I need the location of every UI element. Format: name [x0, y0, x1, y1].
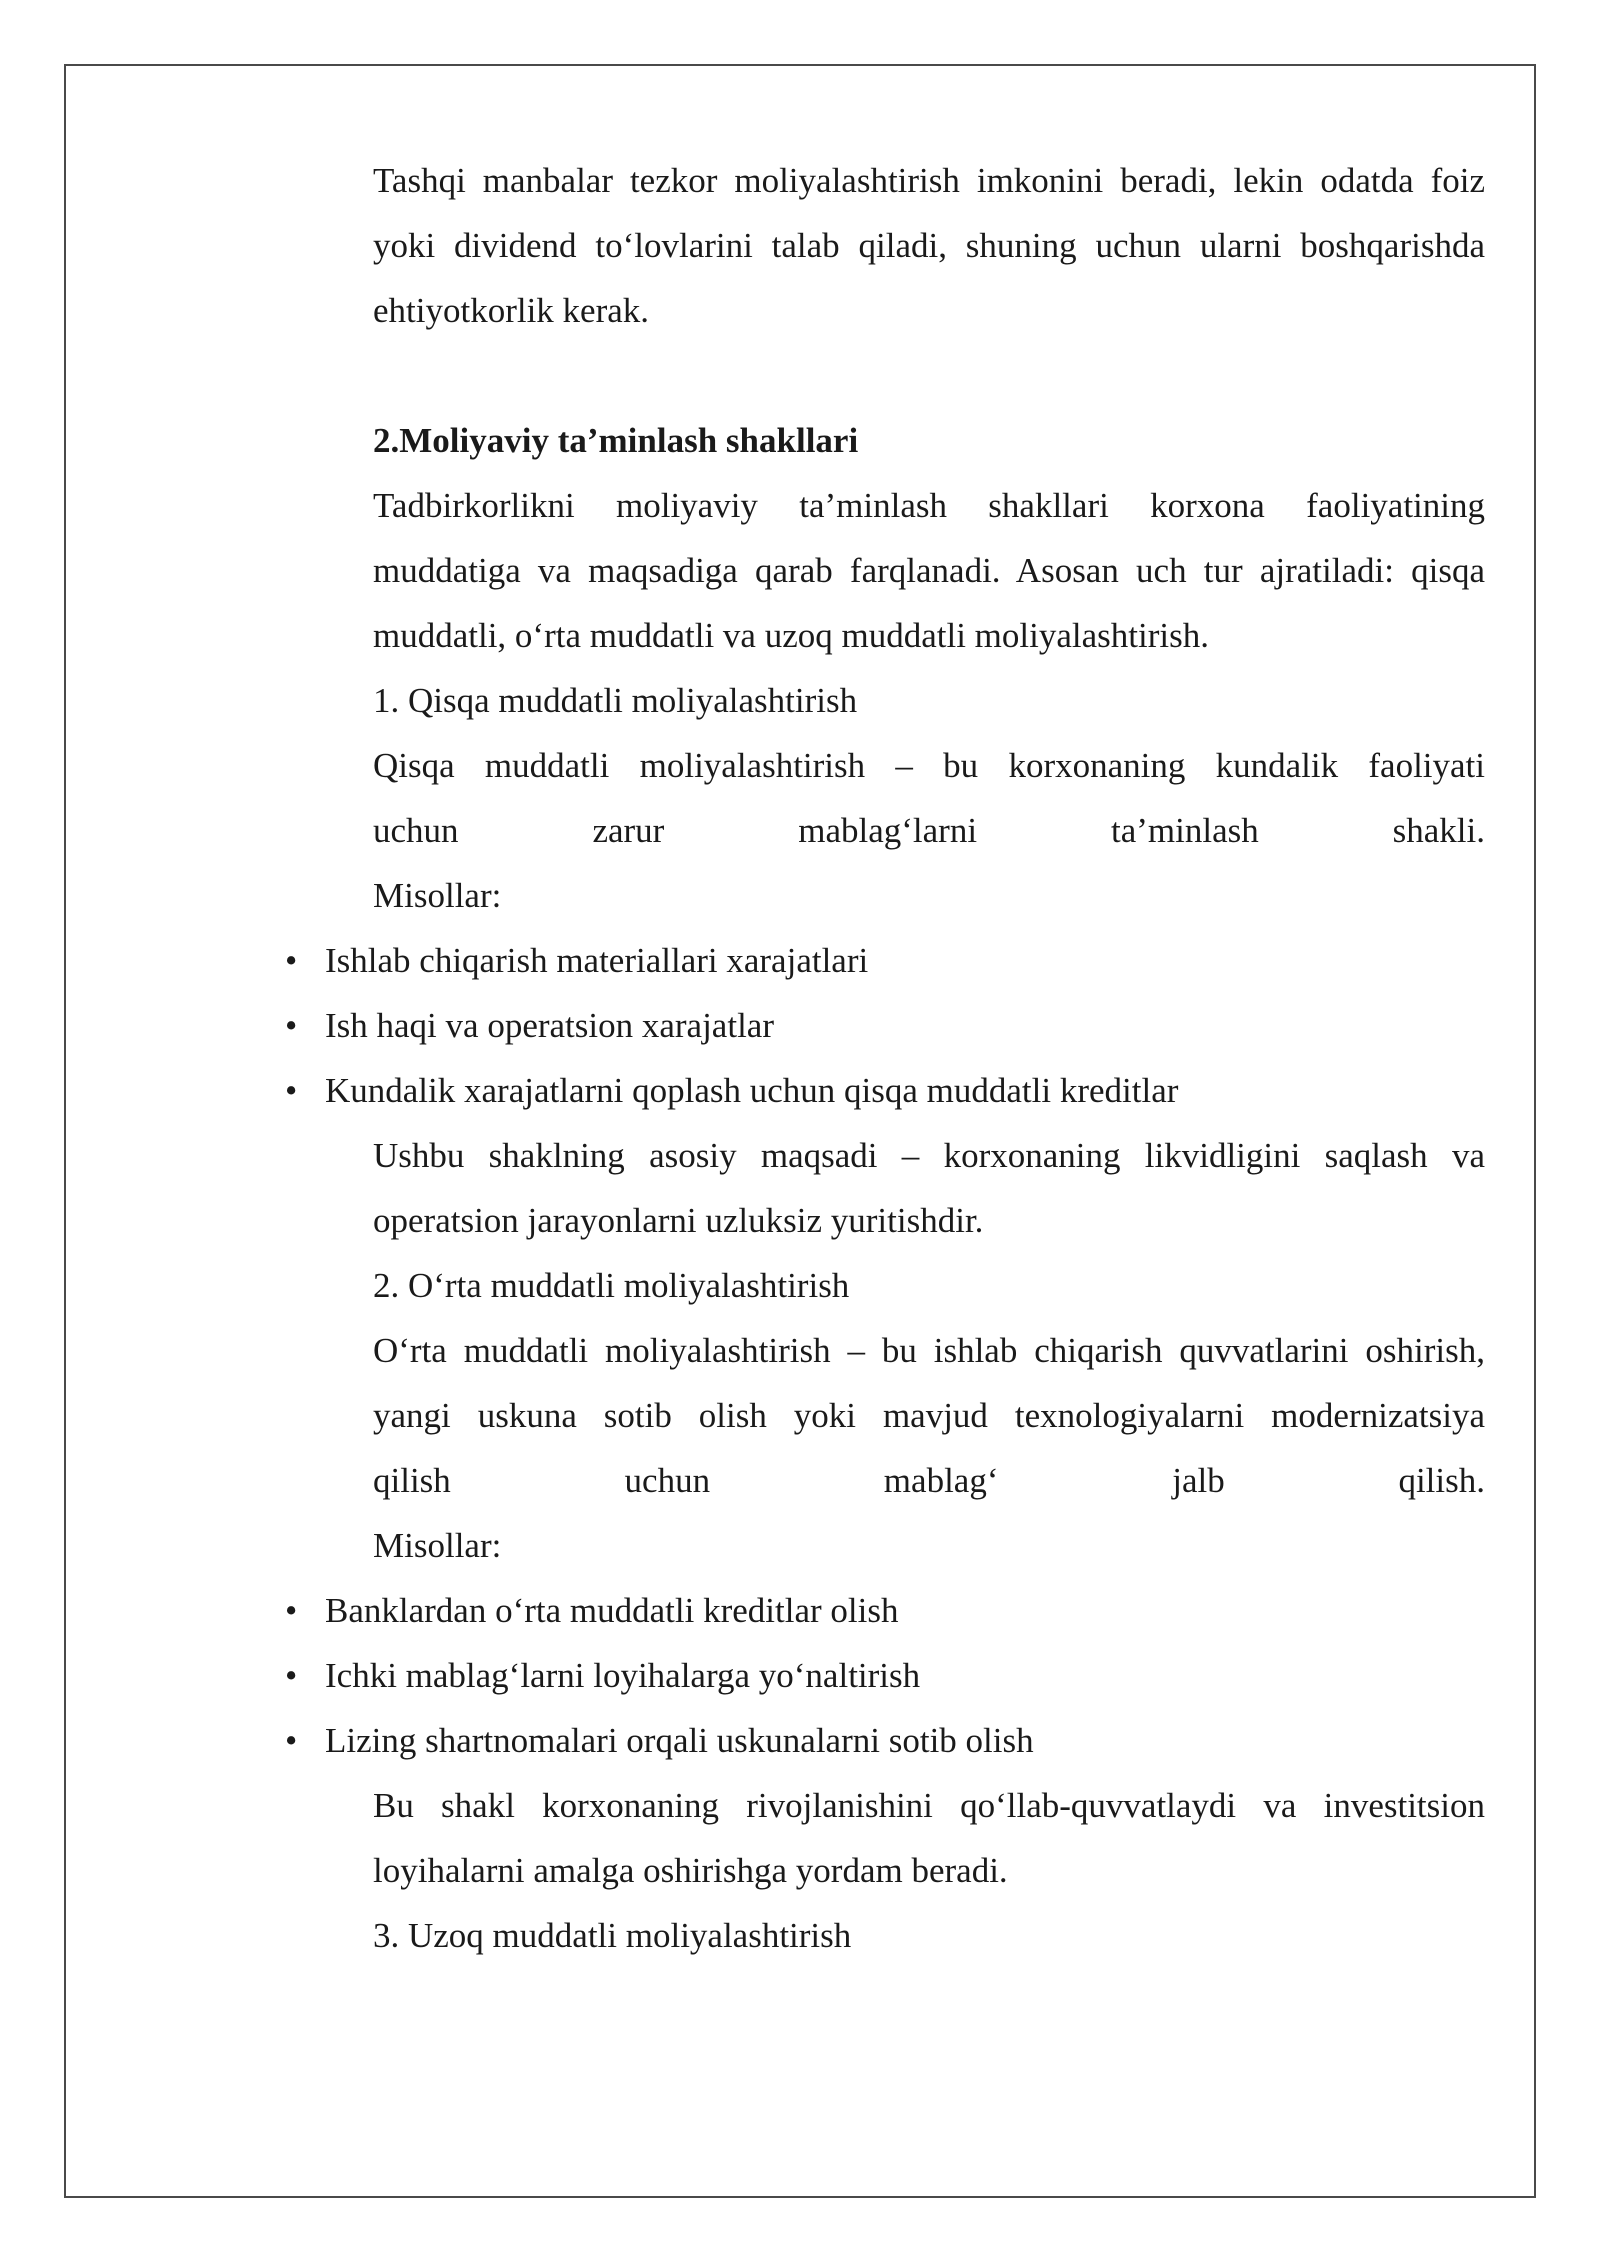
intro-line: ehtiyotkorlik kerak.	[373, 291, 650, 330]
list-item	[285, 1058, 1485, 1123]
document-body	[285, 148, 1485, 1968]
section-heading: 2.Moliyaviy ta’minlash shakllari	[373, 421, 859, 460]
paragraph-line: Tadbirkorlikni moliyaviy ta’minlash shakllari korxona faoliyatining	[373, 486, 1485, 525]
paragraph-line: Ushbu shaklning asosiy maqsadi – korxonaning likvidligini saqlash va	[373, 1136, 1485, 1175]
paragraph-line: loyihalarni amalga oshirishga yordam beradi.	[373, 1851, 1008, 1890]
paragraph-line: operatsion jarayonlarni uzluksiz yuritishdir.	[373, 1201, 984, 1240]
bullet-icon: •	[285, 1721, 298, 1760]
paragraph-line: muddatiga va maqsadiga qarab farqlanadi. Asosan uch tur ajratiladi: qisqa	[373, 551, 1485, 590]
examples-label: Misollar:	[373, 1526, 502, 1565]
subsection-title: 2. O‘rta muddatli moliyalashtirish	[373, 1266, 850, 1305]
paragraph-line: O‘rta muddatli moliyalashtirish – bu ishlab chiqarish quvvatlarini oshirish,	[373, 1331, 1485, 1370]
list-item-text: Banklardan o‘rta muddatli kreditlar olish	[325, 1591, 899, 1630]
intro-line: Tashqi manbalar tezkor moliyalashtirish imkonini beradi, lekin odatda foiz	[373, 161, 1485, 200]
list-item-text: Kundalik xarajatlarni qoplash uchun qisqa muddatli kreditlar	[325, 1071, 1179, 1110]
paragraph-line: muddatli, o‘rta muddatli va uzoq muddatli moliyalashtirish.	[373, 616, 1209, 655]
paragraph-line: qilish uchun mablag‘ jalb qilish.	[373, 1461, 1485, 1500]
list-item	[285, 1578, 1485, 1643]
list-item-text: Ishlab chiqarish materiallari xarajatlari	[325, 941, 869, 980]
paragraph-line: Qisqa muddatli moliyalashtirish – bu korxonaning kundalik faoliyati	[373, 746, 1485, 785]
spacer	[373, 343, 1485, 408]
list-item	[285, 1643, 1485, 1708]
intro-line: yoki dividend to‘lovlarini talab qiladi, shuning uchun ularni boshqarishda	[373, 226, 1485, 265]
paragraph-line: Bu shakl korxonaning rivojlanishini qo‘llab-quvvatlaydi va investitsion	[373, 1786, 1485, 1825]
bullet-icon: •	[285, 1006, 298, 1045]
list-item-text: Ichki mablag‘larni loyihalarga yo‘naltirish	[325, 1656, 921, 1695]
list-item	[285, 1708, 1485, 1773]
subsection-title: 1. Qisqa muddatli moliyalashtirish	[373, 681, 858, 720]
list-item-text: Ish haqi va operatsion xarajatlar	[325, 1006, 774, 1045]
list-item	[285, 993, 1485, 1058]
bullet-icon: •	[285, 1071, 298, 1110]
paragraph-line: yangi uskuna sotib olish yoki mavjud texnologiyalarni modernizatsiya	[373, 1396, 1485, 1435]
bullet-icon: •	[285, 941, 298, 980]
list-item	[285, 928, 1485, 993]
examples-label: Misollar:	[373, 876, 502, 915]
bullet-icon: •	[285, 1591, 298, 1630]
paragraph-line: uchun zarur mablag‘larni ta’minlash shakli.	[373, 811, 1485, 850]
list-item-text: Lizing shartnomalari orqali uskunalarni sotib olish	[325, 1721, 1034, 1760]
bullet-icon: •	[285, 1656, 298, 1695]
subsection-title: 3. Uzoq muddatli moliyalashtirish	[373, 1916, 852, 1955]
